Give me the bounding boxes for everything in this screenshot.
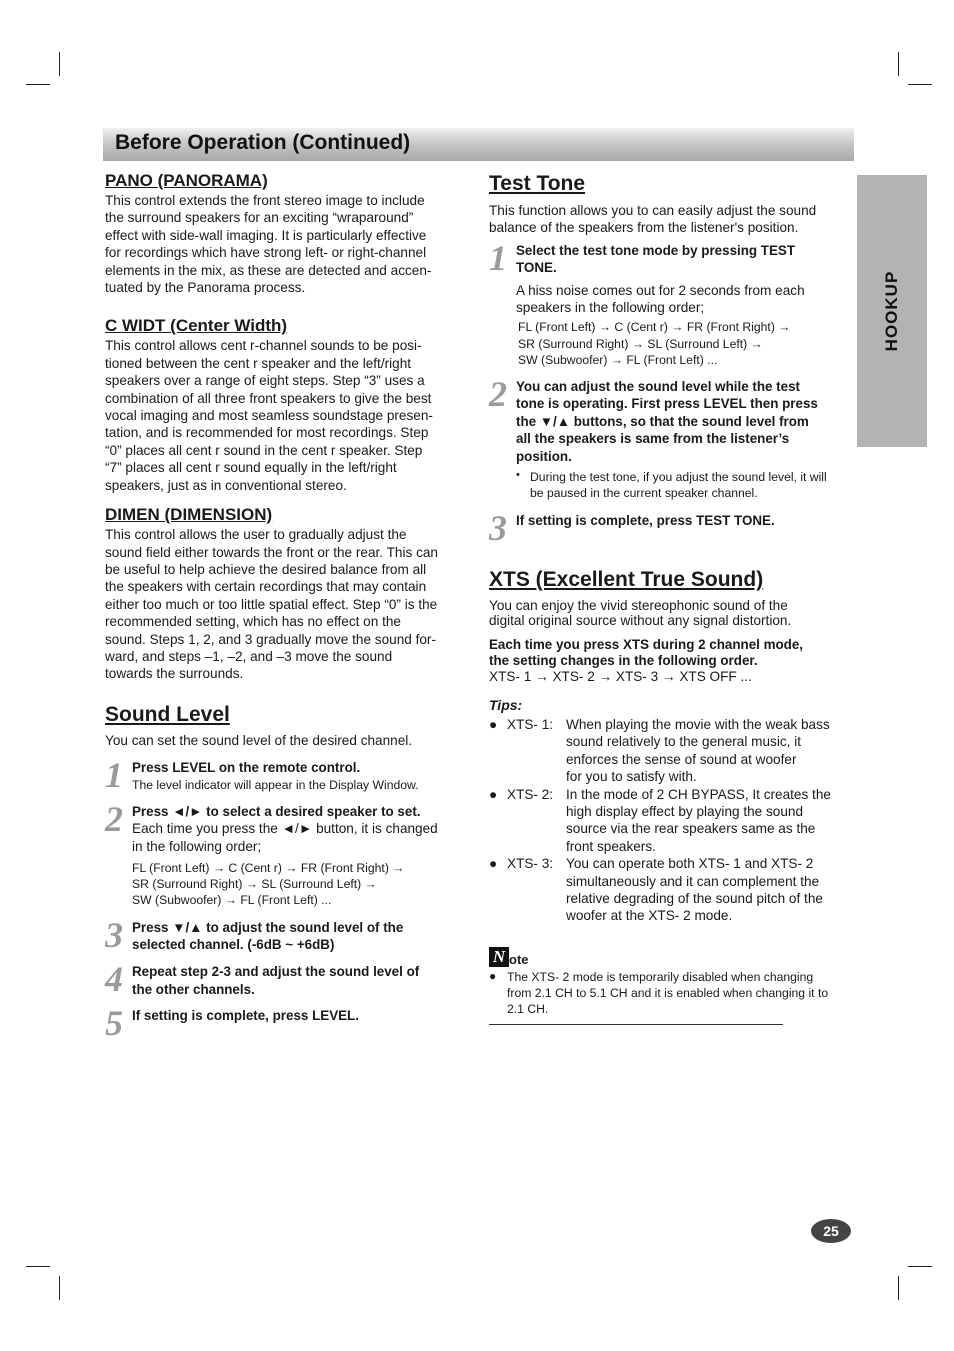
right-column — [489, 170, 851, 1025]
speaker-order: FL (Front Left) → C (Cent r) → FR (Front Right) → — [132, 860, 405, 875]
crop-mark — [908, 1266, 932, 1267]
xts-heading: XTS (Excellent True Sound) — [489, 567, 764, 591]
tip-line: for you to satisfy with. — [566, 769, 697, 785]
crop-mark — [898, 1276, 899, 1300]
xts-section — [489, 566, 851, 1025]
step-number: 3 — [489, 508, 507, 549]
tip-line: high display effect by playing the sound — [566, 803, 804, 819]
cwidt-line: speakers, just as in conventional stereo. — [105, 477, 347, 493]
tip-line: When playing the movie with the weak bass — [566, 716, 830, 732]
sound-level-step-5 — [105, 1003, 465, 1044]
cwidt-line: This control allows cent r-channel sounds to be posi- — [105, 338, 422, 354]
step-instruction: selected channel. (-6dB ~ +6dB) — [132, 937, 335, 952]
test-tone-heading: Test Tone — [489, 172, 586, 195]
tip-line: You can operate both XTS- 1 and XTS- 2 — [566, 856, 814, 872]
step-instruction: Repeat step 2-3 and adjust the sound level of — [132, 964, 420, 980]
step-instruction: Press LEVEL on the remote control. — [132, 760, 361, 776]
tip-line: front speakers. — [566, 838, 656, 854]
note-box — [489, 947, 851, 1026]
step-detail: The level indicator will appear in the Display Window. — [132, 777, 419, 792]
note-body — [489, 969, 851, 1018]
cwidt-line: combination of all three front speakers to give the best — [105, 390, 432, 406]
cwidt-line: “0” places all cent r sound in the cent r speaker. Step — [105, 442, 423, 458]
tip-name: XTS- 1: — [507, 716, 554, 732]
xts-instruction: Each time you press XTS during 2 channel mode, — [489, 636, 804, 652]
step-instruction: Select the test tone mode by pressing TEST — [516, 242, 796, 258]
tip-name: XTS- 3: — [507, 856, 554, 872]
step-number: 1 — [489, 237, 507, 278]
sound-level-step-2 — [105, 798, 465, 909]
dimen-line: towards the surrounds. — [105, 666, 244, 682]
left-column — [105, 170, 465, 1044]
pano-heading: PANO (PANORAMA) — [105, 171, 268, 190]
bullet: ● — [489, 968, 497, 983]
bullet: ● — [489, 716, 498, 732]
step-number: 4 — [105, 959, 123, 1000]
xts-intro: You can enjoy the vivid stereophonic sound of the — [489, 597, 788, 613]
note-icon: N — [489, 947, 509, 967]
speaker-order: SW (Subwoofer) → FL (Front Left) ... — [518, 352, 718, 367]
test-tone-step-2 — [489, 374, 851, 501]
step-number: 3 — [105, 914, 123, 955]
tip-item — [489, 786, 851, 856]
note-header — [489, 947, 851, 967]
step-instruction: tone is operating. First press LEVEL then press — [516, 396, 818, 412]
tips-label: Tips: — [489, 696, 523, 713]
step-instruction: If setting is complete, press TEST TONE. — [516, 513, 775, 529]
sound-level-section — [105, 701, 465, 1044]
pano-line: the surround speakers for an exciting “wraparound” — [105, 210, 414, 226]
dimen-line: be useful to help achieve the desired balance from all — [105, 561, 427, 577]
step-number: 5 — [105, 1003, 123, 1044]
tip-line: sound relatively to the general music, it — [566, 734, 801, 750]
cwidt-heading: C WIDT (Center Width) — [105, 316, 288, 336]
test-tone-intro: This function allows you to can easily adjust the sound — [489, 203, 817, 218]
step-instruction: Press ▼/▲ to adjust the sound level of the — [132, 919, 404, 935]
dimen-line: This control allows the user to gradually adjust the — [105, 527, 407, 543]
step-number: 1 — [105, 755, 123, 796]
dimen-line: ward, and steps –1, –2, and –3 move the sound — [105, 648, 393, 664]
tip-item — [489, 855, 851, 925]
crop-mark — [908, 84, 932, 85]
test-tone-section — [489, 170, 851, 549]
section-tab — [857, 175, 927, 447]
dimen-line: the speakers with certain recordings that may contain — [105, 579, 427, 595]
step-detail: speakers in the following order; — [516, 300, 705, 316]
cwidt-line: tioned between the cent r speaker and the left/right — [105, 355, 412, 371]
note-line: from 2.1 CH to 5.1 CH and it is enabled when changing it to — [507, 985, 829, 1000]
cwidt-line: speakers over a range of eight steps. Step “3” uses a — [105, 373, 425, 389]
test-tone-intro: balance of the speakers from the listener's position. — [489, 220, 799, 236]
step-number: 2 — [105, 798, 123, 839]
crop-mark — [26, 84, 50, 85]
sound-level-step-1 — [105, 755, 465, 796]
pano-line: tuated by the Panorama process. — [105, 280, 306, 296]
speaker-order: SR (Surround Right) → SL (Surround Left) → — [132, 877, 377, 892]
step-instruction: TONE. — [516, 260, 557, 276]
pano-section — [105, 170, 465, 296]
pano-line: for recordings which have strong left- or right-channel — [105, 245, 427, 261]
cwidt-line: vocal imaging and most seamless soundstage presen- — [105, 408, 433, 424]
step-note-line: be paused in the current speaker channel. — [530, 486, 758, 501]
note-label: ote — [509, 951, 529, 967]
test-tone-step-1 — [489, 237, 851, 317]
tip-line: source via the rear speakers same as the — [566, 821, 816, 837]
speaker-order: SW (Subwoofer) → FL (Front Left) ... — [132, 893, 332, 908]
step-instruction: Press ◄/► to select a desired speaker to set. — [132, 803, 421, 819]
crop-mark — [26, 1266, 50, 1267]
pano-line: This control extends the front stereo image to include — [105, 193, 425, 208]
xts-intro: digital original source without any signal distortion. — [489, 612, 792, 628]
tip-line: relative degrading of the sound pitch of the — [566, 890, 823, 906]
crop-mark — [59, 1276, 60, 1300]
test-tone-order — [489, 319, 851, 368]
dimen-heading: DIMEN (DIMENSION) — [105, 505, 273, 525]
cwidt-section — [105, 315, 465, 494]
xts-instruction: the setting changes in the following order. — [489, 652, 758, 668]
sound-level-step-4 — [105, 959, 465, 1000]
pano-line: effect with side-wall imaging. It is particularly effective — [105, 227, 427, 243]
step-detail: in the following order; — [132, 838, 262, 854]
dimen-section — [105, 504, 465, 683]
step-detail: Each time you press the ◄/► button, it is changed — [132, 821, 438, 837]
bullet: ● — [489, 856, 498, 872]
step-instruction: If setting is complete, press LEVEL. — [132, 1008, 359, 1024]
dimen-line: recommended setting, which has no effect on the — [105, 614, 401, 630]
step-number: 2 — [489, 374, 507, 415]
sound-level-intro: You can set the sound level of the desired channel. — [105, 732, 413, 748]
section-tab-label: HOOKUP — [882, 270, 901, 352]
header-bar — [103, 128, 854, 161]
note-divider — [489, 1023, 783, 1025]
xts-order: XTS- 1 → XTS- 2 → XTS- 3 → XTS OFF ... — [489, 668, 752, 684]
pano-line: elements in the mix, as these are detected and accen- — [105, 262, 432, 278]
tip-line: In the mode of 2 CH BYPASS, It creates the — [566, 786, 831, 802]
step-detail: A hiss noise comes out for 2 seconds from each — [516, 282, 805, 298]
step-instruction: position. — [516, 448, 572, 464]
tip-line: enforces the sense of sound at woofer — [566, 751, 797, 767]
speaker-order: SR (Surround Right) → SL (Surround Left) → — [518, 336, 763, 351]
sound-level-heading: Sound Level — [105, 702, 230, 726]
tip-name: XTS- 2: — [507, 786, 554, 802]
cwidt-line: “7” places all cent r sound equally in the left/right — [105, 460, 397, 476]
cwidt-line: tation, and is recommended for most recordings. Step — [105, 425, 429, 441]
dimen-line: either too much or too little spatial effect. Step “0” is the — [105, 596, 438, 612]
crop-mark — [59, 52, 60, 76]
page-title: Before Operation (Continued) — [115, 131, 411, 154]
dimen-line: sound. Steps 1, 2, and 3 gradually move the sound for- — [105, 631, 436, 647]
dimen-line: sound field either towards the front or the rear. This can — [105, 544, 438, 560]
note-line: 2.1 CH. — [507, 1002, 549, 1017]
note-line: The XTS- 2 mode is temporarily disabled when changing — [507, 969, 814, 984]
test-tone-step-3 — [489, 508, 851, 549]
crop-mark — [898, 52, 899, 76]
tip-line: simultaneously and it can complement the — [566, 873, 820, 889]
tip-line: woofer at the XTS- 2 mode. — [566, 908, 733, 924]
step-instruction: the ▼/▲ buttons, so that the sound level from — [516, 413, 809, 429]
step-instruction: You can adjust the sound level while the test — [516, 379, 800, 395]
bullet: ● — [489, 786, 498, 802]
step-instruction: all the speakers is same from the listener’s — [516, 431, 790, 447]
speaker-order: FL (Front Left) → C (Cent r) → FR (Front Right) → — [518, 320, 791, 335]
page-number: 25 — [811, 1219, 851, 1243]
step-instruction: the other channels. — [132, 981, 255, 997]
step-note-line: During the test tone, if you adjust the sound level, it will — [530, 470, 827, 485]
tip-item — [489, 716, 851, 786]
step-note — [516, 469, 851, 501]
bullet: • — [516, 469, 520, 482]
sound-level-step-3 — [105, 914, 465, 955]
